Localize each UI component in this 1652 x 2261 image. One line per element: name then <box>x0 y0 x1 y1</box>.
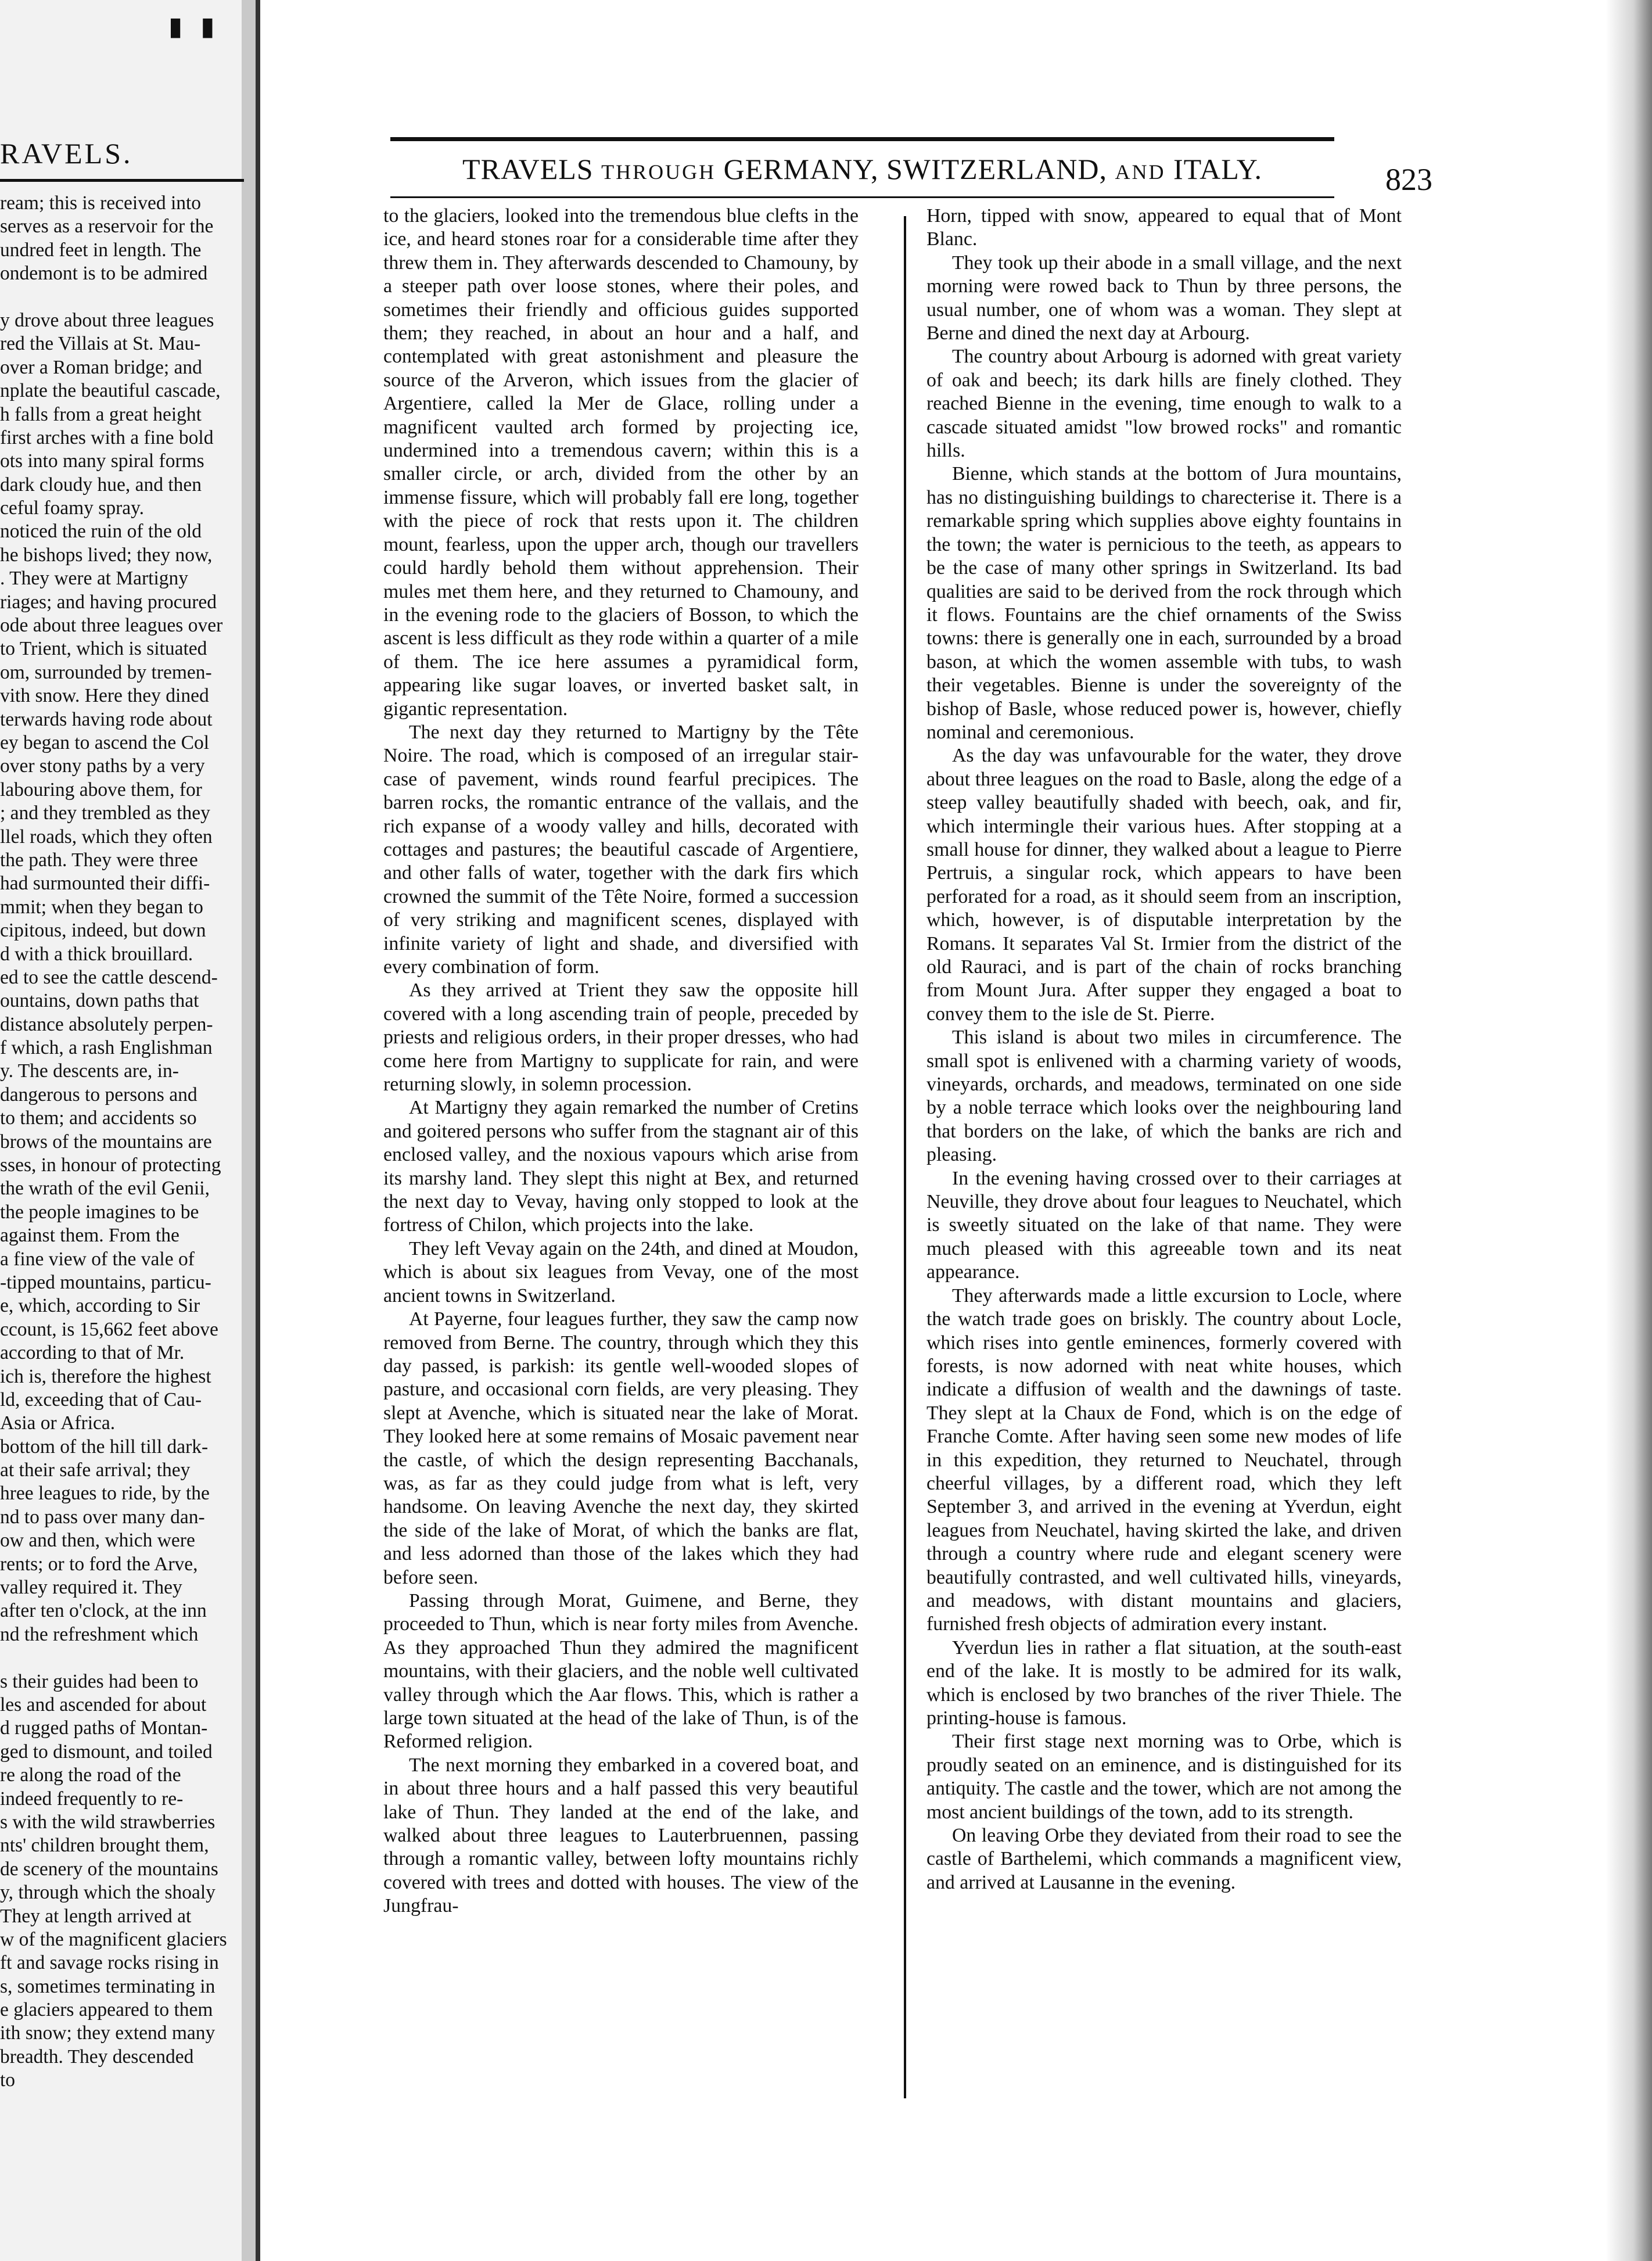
running-head-and: AND <box>1115 160 1166 184</box>
page-number: 823 <box>1385 162 1432 197</box>
paragraph: The country about Arbourg is adorned with great variety of oak and beech; its dark hills are finely clothed. They reached Bienne in the evening, time enough to walk to a cascade situated amidst "low browed rocks" and romantic hills. <box>926 346 1402 462</box>
paragraph: This island is about two miles in circumference. The small spot is enlivened with a charming variety of woods, vineyards, orchards, and meadows, terminated on one side by a noble terrace which looks over the neighbouring land that borders on the lake, of which the banks are rich and pleasing. <box>926 1027 1402 1166</box>
left-page-line: d with a thick brouillard. <box>0 943 193 965</box>
left-page-line: mmit; when they began to <box>0 896 203 918</box>
left-page-line: ld, exceeding that of Cau- <box>0 1388 202 1411</box>
left-page-line: llel roads, which they often <box>0 826 213 848</box>
left-page-line: nd the refreshment which <box>0 1623 199 1645</box>
left-page-line: ged to dismount, and toiled <box>0 1740 213 1763</box>
left-page-line: d rugged paths of Montan- <box>0 1717 208 1739</box>
header-rule-top <box>390 137 1334 141</box>
header-rule-bottom <box>390 196 1334 198</box>
left-page-line: vith snow. Here they dined <box>0 685 209 707</box>
left-page-line: -tipped mountains, particu- <box>0 1271 211 1293</box>
scan-marks: ▮ ▮ <box>168 12 221 41</box>
left-page-line: re along the road of the <box>0 1764 181 1786</box>
left-page-line: de scenery of the mountains <box>0 1858 218 1880</box>
left-header-rule <box>0 179 244 182</box>
paragraph: In the evening having crossed over to their carriages at Neuville, they drove about four leagues to Neuchatel, which is sweetly situated on the lake of that name. They were much pleased with this agreeable town and its neat appearance. <box>926 1167 1402 1283</box>
running-head-italy: ITALY. <box>1173 153 1262 185</box>
left-page-line: cipitous, indeed, but down <box>0 920 206 942</box>
left-page-line: at their safe arrival; they <box>0 1459 191 1481</box>
left-page-line: serves as a reservoir for the <box>0 216 214 238</box>
left-page-line: over a Roman bridge; and <box>0 356 202 378</box>
left-page-line: ith snow; they extend many <box>0 2022 216 2044</box>
left-page-line: undred feet in length. The <box>0 239 202 261</box>
left-page-line: noticed the ruin of the old <box>0 521 202 543</box>
left-page-line: bottom of the hill till dark- <box>0 1435 209 1458</box>
left-page-line: s, sometimes terminating in <box>0 1975 216 1997</box>
left-page-line: against them. From the <box>0 1225 179 1247</box>
left-page-line: ed to see the cattle descend- <box>0 966 218 988</box>
left-page-line: had surmounted their diffi- <box>0 873 210 895</box>
text-column-left <box>383 204 859 2249</box>
left-page-line: the people imagines to be <box>0 1201 199 1223</box>
running-head <box>390 152 1334 193</box>
left-page-line: to them; and accidents so <box>0 1107 197 1129</box>
paragraph: Bienne, which stands at the bottom of Jura mountains, has no distinguishing buildings to charecterise it. There is a remarkable spring which supplies above eighty fountains in the town; the water is pernicious to the teeth, as appears to be the case of many other springs in Switzerland. Its bad qualities are said to be derived from the rock through which it flows. Fountains are the chief ornaments of the Swiss towns: there is generally one in each, surrounded by a broad bason, at which the women assemble with tubs, to wash their vegetables. Bienne is under the sovereignty of the bishop of Basle, whose reduced power is, however, chiefly nominal and ceremonious. <box>926 463 1402 743</box>
left-page-line: nd to pass over many dan- <box>0 1506 205 1528</box>
text-column-right <box>926 204 1402 2249</box>
left-page-line: hree leagues to ride, by the <box>0 1483 210 1505</box>
left-page-line: after ten o'clock, at the inn <box>0 1600 207 1622</box>
paragraph: Yverdun lies in rather a flat situation, at the south-east end of the lake. It is mostly to be admired for its walk, which is enclosed by two branches of the river Thiele. The printing-house is famous. <box>926 1636 1402 1729</box>
left-page-line: nts' children brought them, <box>0 1835 209 1857</box>
running-head-countries: GERMANY, SWITZERLAND, <box>723 153 1107 185</box>
left-page-line: om, surrounded by tremen- <box>0 661 212 683</box>
left-page-line: indeed frequently to re- <box>0 1788 184 1810</box>
left-page-line: w of the magnificent glaciers <box>0 1928 227 1950</box>
left-page-line: y drove about three leagues <box>0 309 214 331</box>
paragraph: They left Vevay again on the 24th, and dined at Moudon, which is about six leagues from Vevay, one of the most ancient towns in Switzerland. <box>383 1237 859 1307</box>
paragraph: The next morning they embarked in a covered boat, and in about three hours and a half passed this very beautiful lake of Thun. They landed at the end of the lake, and walked about three leagues to Lauterbruennen, passing through a romantic valley, between lofty mountains richly covered with trees and dotted with houses. The view of the Jungfrau- <box>383 1754 859 1917</box>
left-page-line: labouring above them, for <box>0 778 202 801</box>
left-page-line: ey began to ascend the Col <box>0 731 210 753</box>
left-page-line: They at length arrived at <box>0 1905 192 1927</box>
page-edge-shadow <box>1606 0 1652 2261</box>
left-page-line: the path. They were three <box>0 849 198 871</box>
left-page-line: ich is, therefore the highest <box>0 1365 211 1387</box>
left-page-line: e, which, according to Sir <box>0 1295 200 1317</box>
left-page-line: ft and savage rocks rising in <box>0 1952 219 1974</box>
left-page-line: Asia or Africa. <box>0 1412 116 1434</box>
left-page-line: sses, in honour of protecting <box>0 1154 221 1176</box>
left-page-line: to <box>0 2069 16 2091</box>
left-page-line: ountains, down paths that <box>0 990 199 1012</box>
paragraph: At Martigny they again remarked the number of Cretins and goitered persons who suffer from the stagnant air of this enclosed valley, and the noxious vapours which arise from its marshy land. They slept this night at Bex, and returned the next day to Vevay, having only stopped to look at the fortress of Chilon, which projects into the lake. <box>383 1097 859 1236</box>
paragraph: Their first stage next morning was to Orbe, which is proudly seated on an eminence, and is distinguished for its antiquity. The castle and the tower, which are not among the most ancient buildings of the town, add to its strength. <box>926 1731 1402 1823</box>
left-page-line: a fine view of the vale of <box>0 1248 195 1270</box>
column-divider <box>904 216 906 2098</box>
left-page-line: to Trient, which is situated <box>0 638 207 660</box>
paragraph: The next day they returned to Martigny by the Tête Noire. The road, which is composed of an irregular stair-case of pavement, winds round fearful precipices. The barren rocks, the romantic entrance of the vallais, and the rich expanse of a woody valley and hills, decorated with cottages and pastures; the beautiful cascade of Argentiere, and other falls of water, together with the dark firs which crowned the summit of the Tête Noire, formed a succession of very striking and magnificent scenes, displayed with infinite variety of light and shade, and diversified with every combination of form. <box>383 721 859 978</box>
left-page-line: nplate the beautiful cascade, <box>0 380 221 402</box>
left-page-line: ode about three leagues over <box>0 615 223 637</box>
left-page-line: h falls from a great height <box>0 403 202 425</box>
left-page-line: ccount, is 15,662 feet above <box>0 1318 218 1340</box>
left-page-line: s their guides had been to <box>0 1670 199 1692</box>
left-page-header: RAVELS. <box>0 137 133 170</box>
left-page-line: brows of the mountains are <box>0 1130 212 1153</box>
paragraph: Horn, tipped with snow, appeared to equal that of Mont Blanc. <box>926 205 1402 250</box>
paragraph: On leaving Orbe they deviated from their road to see the castle of Barthelemi, which commands a magnificent view, and arrived at Lausanne in the evening. <box>926 1825 1402 1893</box>
left-page-line: the wrath of the evil Genii, <box>0 1178 210 1200</box>
left-page-line: he bishops lived; they now, <box>0 544 213 566</box>
running-head-travels: TRAVELS <box>462 153 594 185</box>
paragraph: As the day was unfavourable for the water, they drove about three leagues on the road to Basle, along the edge of a steep valley beautifully shaded with beech, oak, and fir, which intermingle their various hues. After stopping at a small house for dinner, they walked about a league to Pierre Pertruis, a singular rock, which appears to have been perforated for a road, as it should seem from an inscription, which, however, is of disputable interpretation by the Romans. It separates Val St. Irmier from the district of the old Rauraci, and is part of the chain of rocks branching from Mount Jura. After supper they engaged a boat to convey them to the isle de St. Pierre. <box>926 745 1402 1025</box>
left-page-line: s with the wild strawberries <box>0 1811 216 1833</box>
left-page-line: ots into many spiral forms <box>0 450 204 472</box>
left-page-line: over stony paths by a very <box>0 755 205 777</box>
paragraph: They afterwards made a little excursion to Locle, where the watch trade goes on briskly. The country about Locle, which rises into gentle eminences, formerly covered with forests, is now adorned with neat white houses, which indicate a diffusion of wealth and the dawnings of taste. They slept at la Chaux de Fond, which is on the edge of Franche Comte. After having seen some new modes of life in this expedition, they returned to Neuchatel, through cheerful villages, by a different road, which they left September 3, and arrived in the evening at Yverdun, eight leagues from Neuchatel, having skirted the lake, and driven through a country where rude and elegant scenery were beautifully contrasted, and well cultivated hills, vineyards, and meadows, with distant mountains and glaciers, furnished fresh objects of admiration every instant. <box>926 1284 1402 1635</box>
left-page-line: . They were at Martigny <box>0 568 189 590</box>
paragraph: They took up their abode in a small village, and the next morning were rowed back to Thun by three persons, the usual number, one of whom was a woman. They slept at Berne and dined the next day at Arbourg. <box>926 252 1402 344</box>
left-page-line: according to that of Mr. <box>0 1342 185 1364</box>
left-page-line: ceful foamy spray. <box>0 497 145 519</box>
left-page-line: y. The descents are, in- <box>0 1060 179 1082</box>
left-page-line: ondemont is to be admired <box>0 263 208 285</box>
left-page-line: e glaciers appeared to them <box>0 1999 213 2021</box>
paragraph: As they arrived at Trient they saw the opposite hill covered with a long ascending train of people, preceded by priests and religious orders, in their proper dresses, who had come here from Martigny to supplicate for rain, and were returning slowly, in solemn procession. <box>383 979 859 1096</box>
paragraph: At Payerne, four leagues further, they saw the camp now removed from Berne. The country, through which they this day passed, is parkish: its gentle well-wooded slopes of pasture, and occasional corn fields, are very pleasing. They slept at Avenche, which is situated near the lake of Morat. They looked here at some remains of Mosaic pavement near the castle, of which the design representing Bacchanals, was, as far as they could judge from what is left, very handsome. On leaving Avenche the next day, they skirted the side of the lake of Morat, of which the banks are flat, and less adorned than those of the lakes which they had before seen. <box>383 1308 859 1588</box>
left-page-line: dark cloudy hue, and then <box>0 473 202 496</box>
left-page-line: valley required it. They <box>0 1577 182 1599</box>
left-page-line: les and ascended for about <box>0 1694 207 1716</box>
left-page-line: rents; or to ford the Arve, <box>0 1553 198 1575</box>
left-page-line: ream; this is received into <box>0 192 202 214</box>
left-page-line: riages; and having procured <box>0 591 217 613</box>
left-page-line: ; and they trembled as they <box>0 802 210 824</box>
left-page-line: y, through which the shoaly <box>0 1882 216 1904</box>
left-page-line: terwards having rode about <box>0 708 213 730</box>
left-page-line: red the Villais at St. Mau- <box>0 333 201 355</box>
left-page-line: f which, a rash Englishman <box>0 1037 213 1059</box>
left-page-line <box>0 1646 244 1670</box>
left-page-line: dangerous to persons and <box>0 1083 197 1106</box>
paragraph: Passing through Morat, Guimene, and Berne, they proceeded to Thun, which is near forty miles from Avenche. As they approached Thun they admired the magnificent mountains, with their glaciers, and the noble well cultivated valley through which the Aar flows. This, which is rather a large town situated at the head of the lake of Thun, is of the Reformed religion. <box>383 1589 859 1753</box>
left-page-text <box>0 192 244 2260</box>
left-page-line: distance absolutely perpen- <box>0 1013 213 1035</box>
running-head-through: THROUGH <box>601 160 716 184</box>
left-page-line: ow and then, which were <box>0 1530 195 1552</box>
paragraph: to the glaciers, looked into the tremendous blue clefts in the ice, and heard stones roar for a considerable time after they threw them in. They afterwards descended to Chamouny, by a steeper path over loose stones, where their poles, and sometimes their friendly and officious guides supported them; they reached, in about an hour and a half, and contemplated with great astonishment and pleasure the source of the Arveron, which issues from the glacier of Argentiere, called la Mer de Glace, rolling under a magnificent vaulted arch formed by projecting ice, undermined into a tremendous cavern; within this is a smaller circle, or arch, divided from the other by an immense fissure, which will probably fall ere long, together with the piece of rock that rests upon it. The children mount, fearless, upon the upper arch, though our travellers could hardly behold them without apprehension. Their mules met them here, and they returned to Chamouny, and in the evening rode to the glaciers of Bosson, to which the ascent is less difficult as they rode within a quarter of a mile of them. The ice here assumes a pyramidical form, appearing like sugar loaves, or inverted basket salt, in gigantic representation. <box>383 205 859 720</box>
left-page-line: first arches with a fine bold <box>0 426 214 448</box>
left-page-line <box>0 286 244 309</box>
left-page-line: breadth. They descended <box>0 2045 194 2068</box>
